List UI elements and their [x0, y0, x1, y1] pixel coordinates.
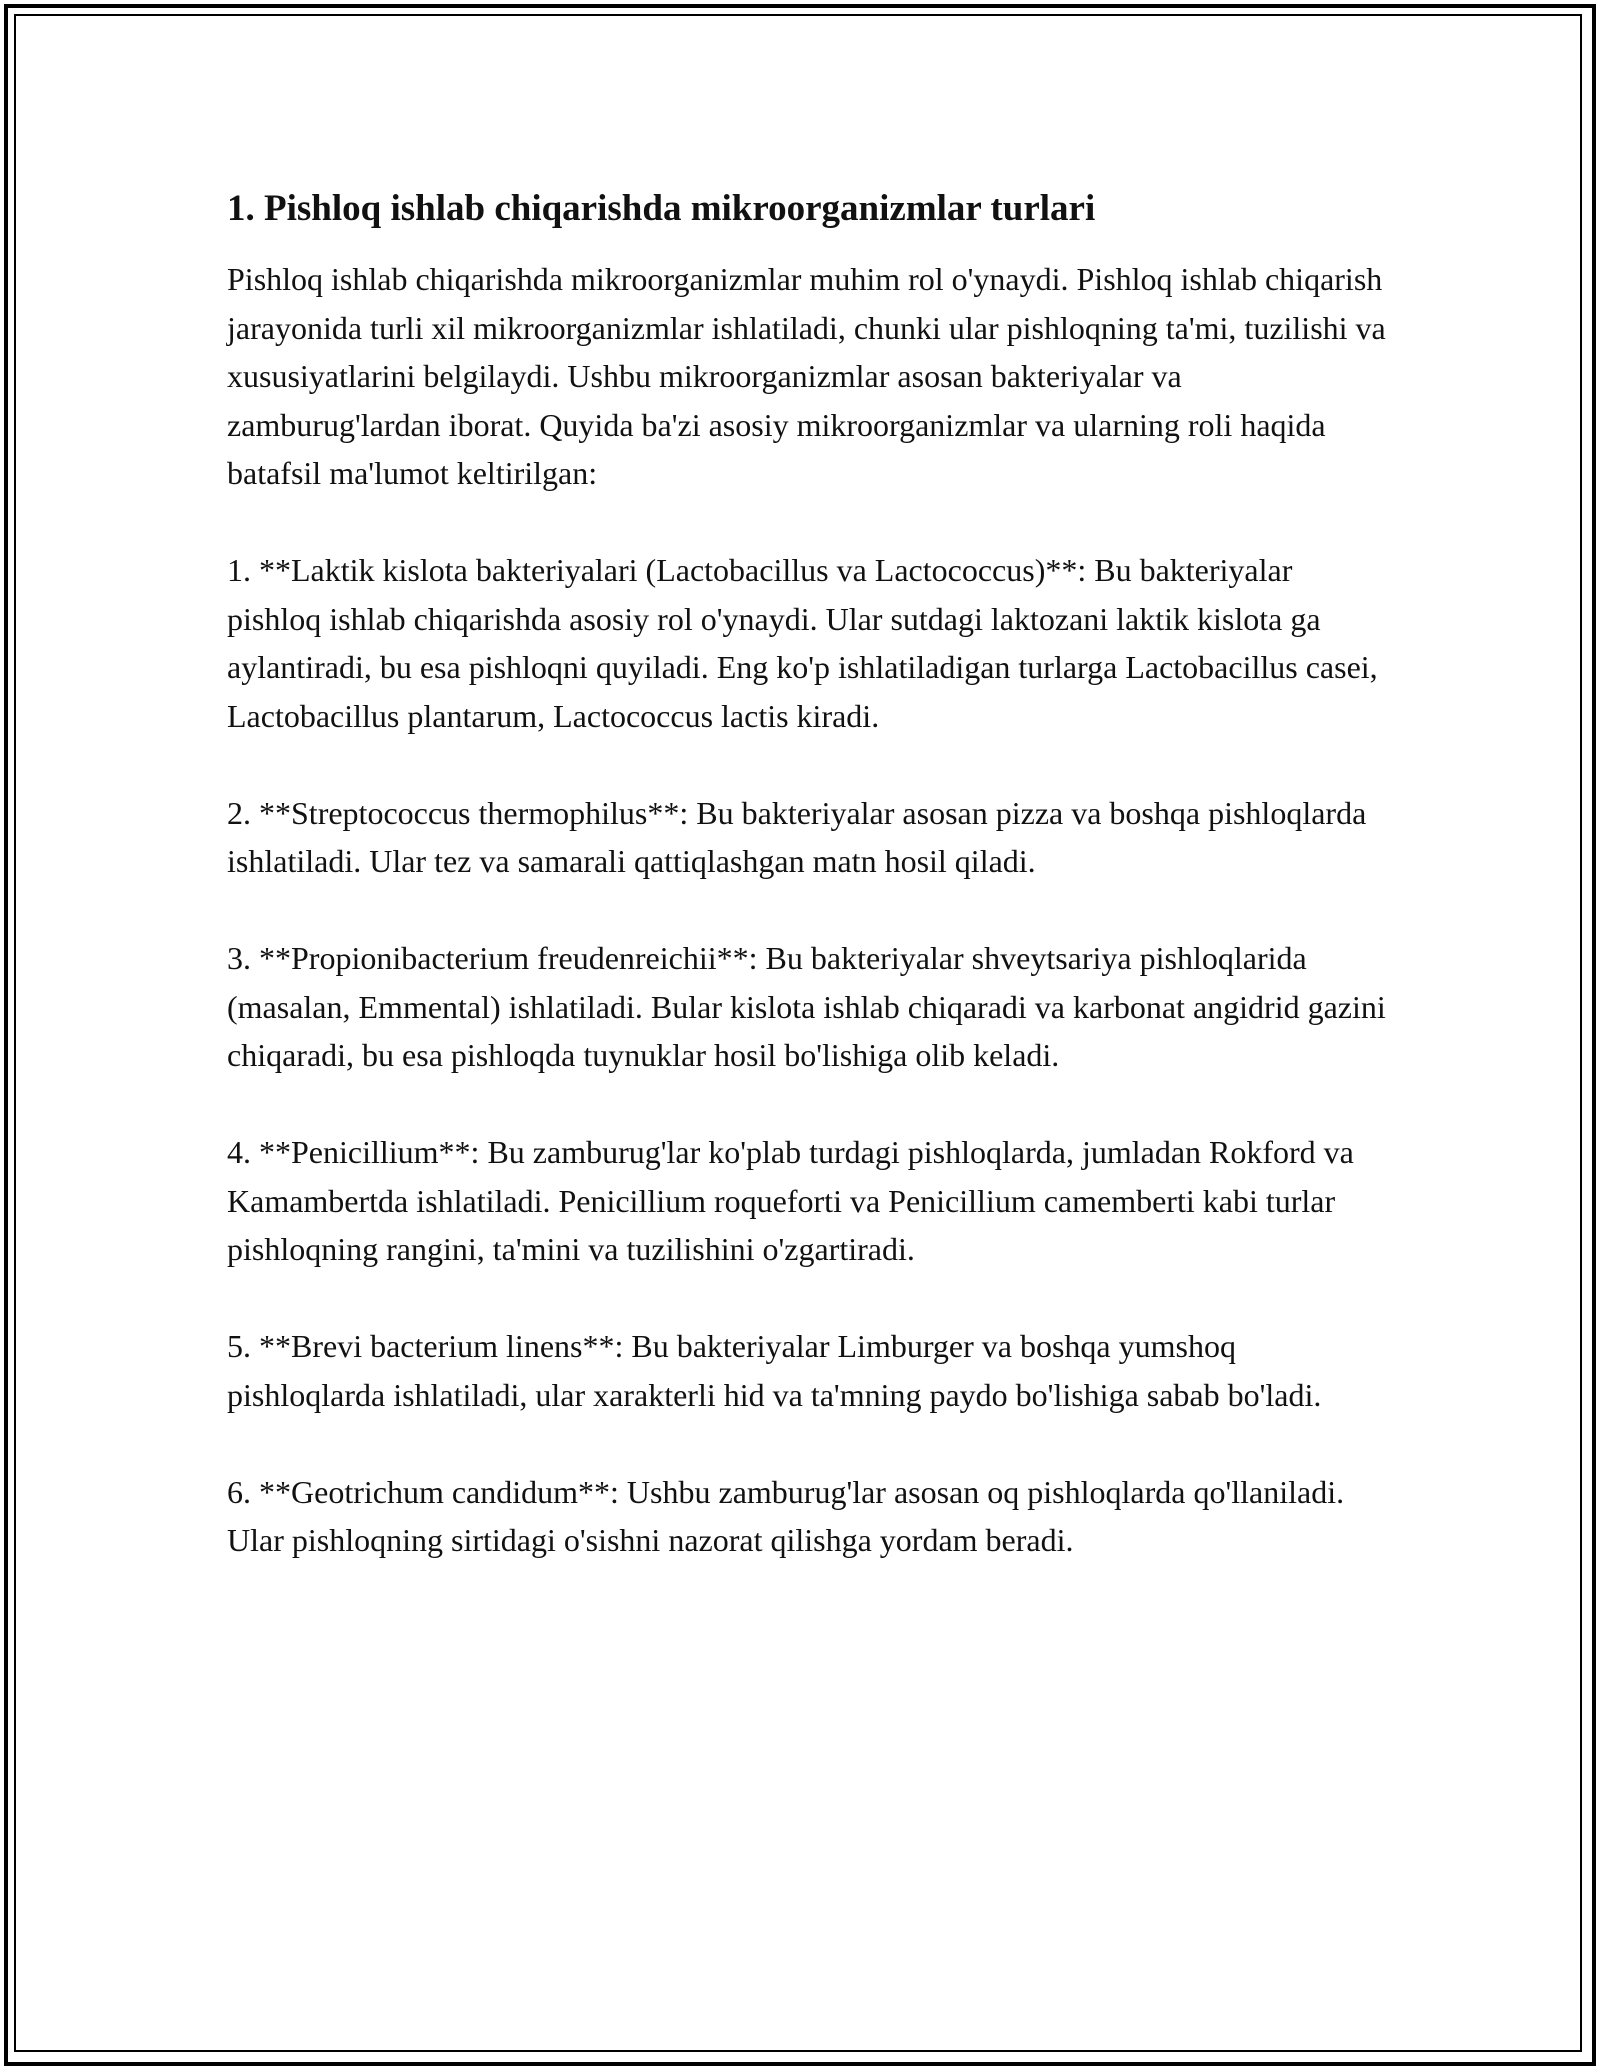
document-title: 1. Pishloq ishlab chiqarishda mikroorganizmlar turlari [227, 188, 1096, 229]
document-body [227, 185, 1387, 1565]
paragraph-item-2: 2. **Streptococcus thermophilus**: Bu bakteriyalar asosan pizza va boshqa pishloqlarda ishlatiladi. Ular tez va samarali qattiqlashgan matn hosil qiladi. [227, 794, 1367, 879]
paragraph-item-6: 6. **Geotrichum candidum**: Ushbu zamburug'lar asosan oq pishloqlarda qo'llaniladi. Ular pishloqning sirtidagi o'sishni nazorat qilishga yordam beradi. [227, 1473, 1345, 1558]
paragraph-item-5: 5. **Brevi bacterium linens**: Bu bakteriyalar Limburger va boshqa yumshoq pishloqlarda ishlatiladi, ular xarakterli hid va ta'mning paydo bo'lishiga sabab bo'ladi. [227, 1328, 1322, 1413]
paragraph-intro: Pishloq ishlab chiqarishda mikroorganizmlar muhim rol o'ynaydi. Pishloq ishlab chiqarish jarayonida turli xil mikroorganizmlar ishlatiladi, chunki ular pishloqning ta'mi, tuzilishi va xususiyatlarini belgilaydi. Ushbu mikroorganizmlar asosan bakteriyalar va zamburug'lardan iborat. Quyida ba'zi asosiy mikroorganizmlar va ularning roli haqida batafsil ma'lumot keltirilgan: [227, 261, 1386, 491]
paragraph-item-3: 3. **Propionibacterium freudenreichii**: Bu bakteriyalar shveytsariya pishloqlarida (masalan, Emmental) ishlatiladi. Bular kislota ishlab chiqaradi va karbonat angidrid gazini chiqaradi, bu esa pishloqda tuynuklar hosil bo'lishiga olib keladi. [227, 940, 1386, 1073]
paragraph-item-4: 4. **Penicillium**: Bu zamburug'lar ko'plab turdagi pishloqlarda, jumladan Rokford va Kamambertda ishlatiladi. Penicillium roqueforti va Penicillium camemberti kabi turlar pishloqning rangini, ta'mini va tuzilishini o'zgartiradi. [227, 1134, 1354, 1267]
paragraph-item-1: 1. **Laktik kislota bakteriyalari (Lactobacillus va Lactococcus)**: Bu bakteriyalar pishloq ishlab chiqarishda asosiy rol o'ynaydi. Ular sutdagi laktozani laktik kislota ga aylantiradi, bu esa pishloqni quyiladi. Eng ko'p ishlatiladigan turlarga Lactobacillus casei, Lactobacillus plantarum, Lactococcus lactis kiradi. [227, 552, 1378, 734]
